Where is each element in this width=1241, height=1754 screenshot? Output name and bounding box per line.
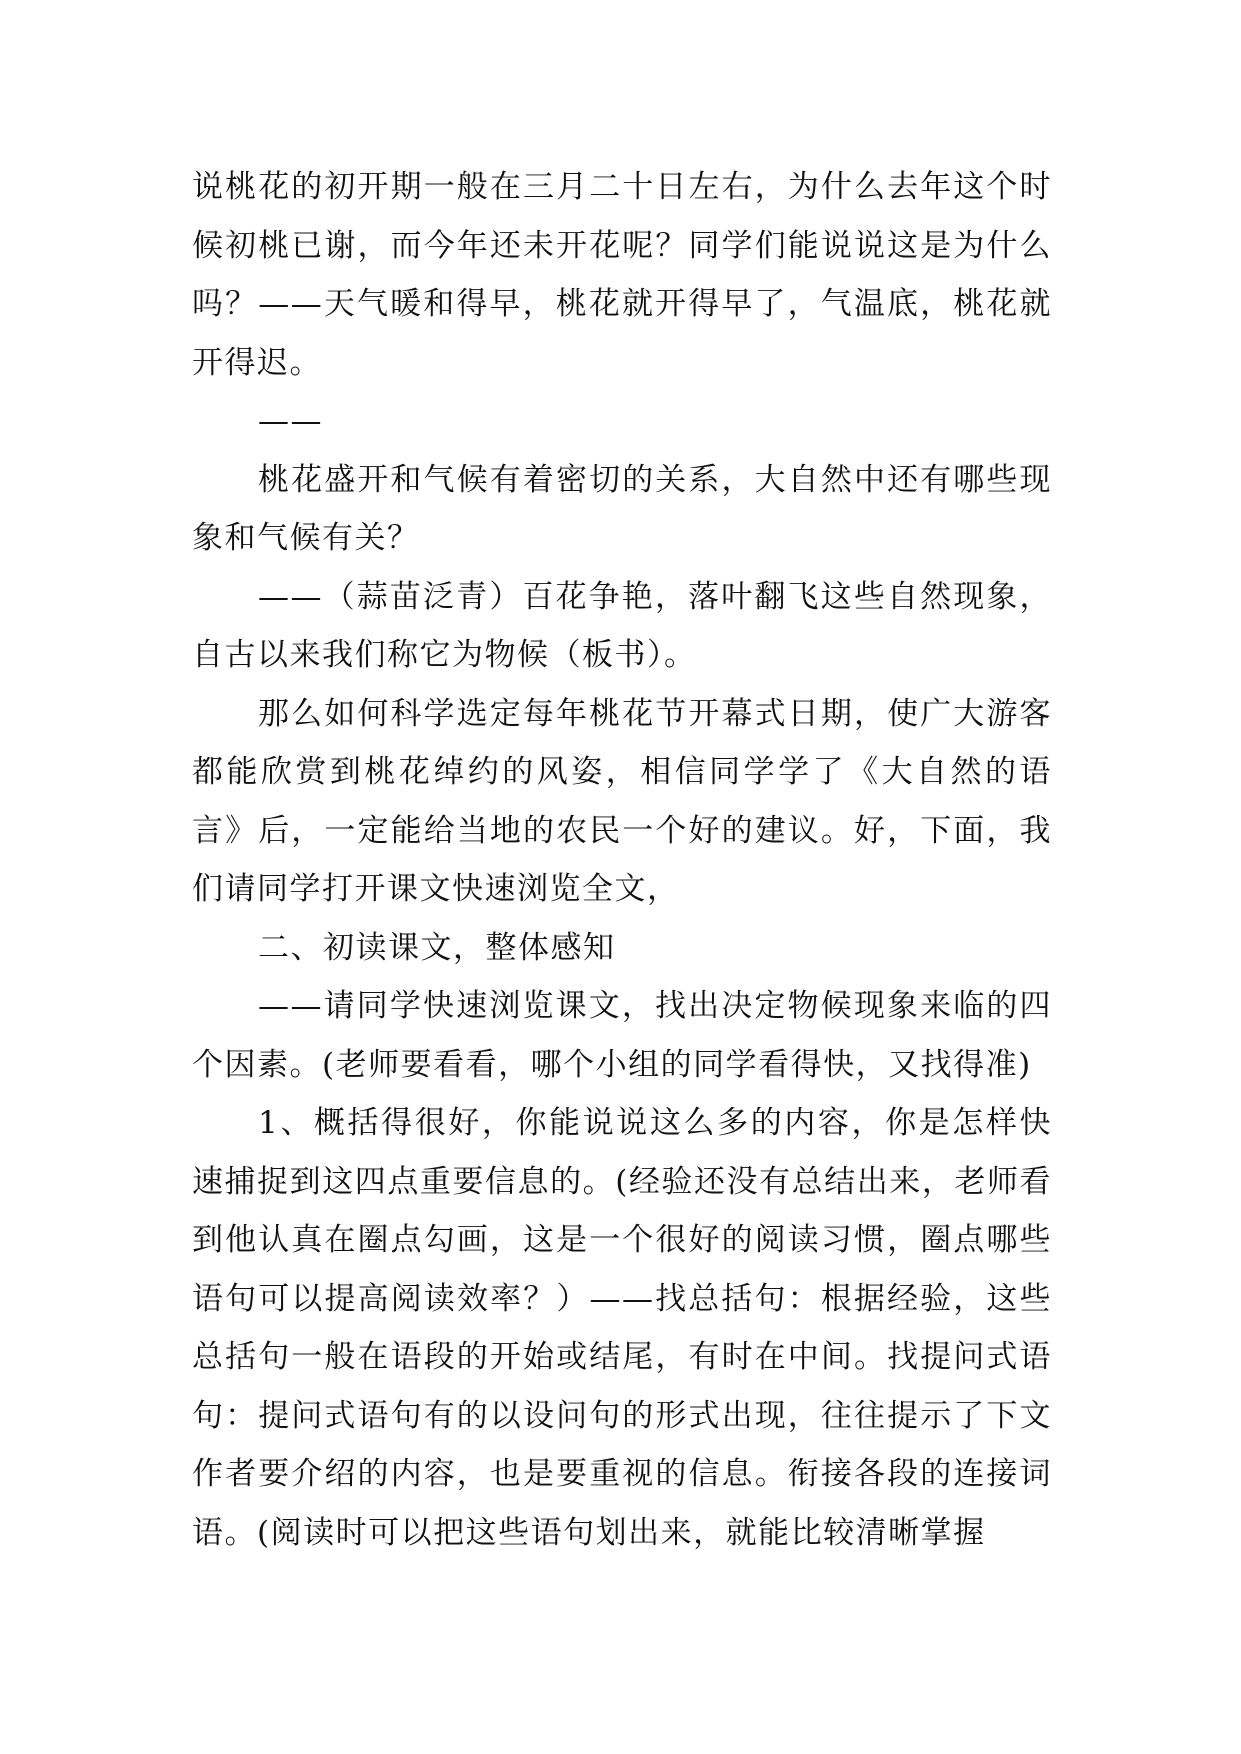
- section-heading: 二、初读课文，整体感知: [258, 929, 616, 966]
- document-body: [192, 158, 1052, 1562]
- paragraph-2: ——: [258, 403, 323, 439]
- paragraph-4: ——（蒜苗泛青）百花争艳，落叶翻飞这些自然现象，自古以来我们称它为物候（板书）。: [192, 578, 1052, 673]
- paragraph-7: ——请同学快速浏览课文，找出决定物候现象来临的四个因素。(老师要看看，哪个小组的同学看得快，又找得准): [192, 988, 1052, 1083]
- paragraph-3: 桃花盛开和气候有着密切的关系，大自然中还有哪些现象和气候有关？: [192, 461, 1052, 556]
- paragraph-8: 1、概括得很好，你能说说这么多的内容，你是怎样快速捕捉到这四点重要信息的。(经验还没有总结出来，老师看到他认真在圈点勾画，这是一个很好的阅读习惯，圈点哪些语句可以提高阅读效率？）——找总括句：根据经验，这些总括句一般在语段的开始或结尾，有时在中间。找提问式语句：提问式语句有的以设问句的形式出现，往往提示了下文作者要介绍的内容，也是要重视的信息。衔接各段的连接词语。(阅读时可以把这些语句划出来，就能比较清晰掌握: [192, 1105, 1052, 1551]
- paragraph-5: 那么如何科学选定每年桃花节开幕式日期，使广大游客都能欣赏到桃花绰约的风姿，相信同学学了《大自然的语言》后，一定能给当地的农民一个好的建议。好，下面，我们请同学打开课文快速浏览全文，: [192, 695, 1052, 907]
- paragraph-1: 说桃花的初开期一般在三月二十日左右，为什么去年这个时候初桃已谢，而今年还未开花呢？同学们能说说这是为什么吗？——天气暖和得早，桃花就开得早了，气温底，桃花就开得迟。: [192, 169, 1052, 381]
